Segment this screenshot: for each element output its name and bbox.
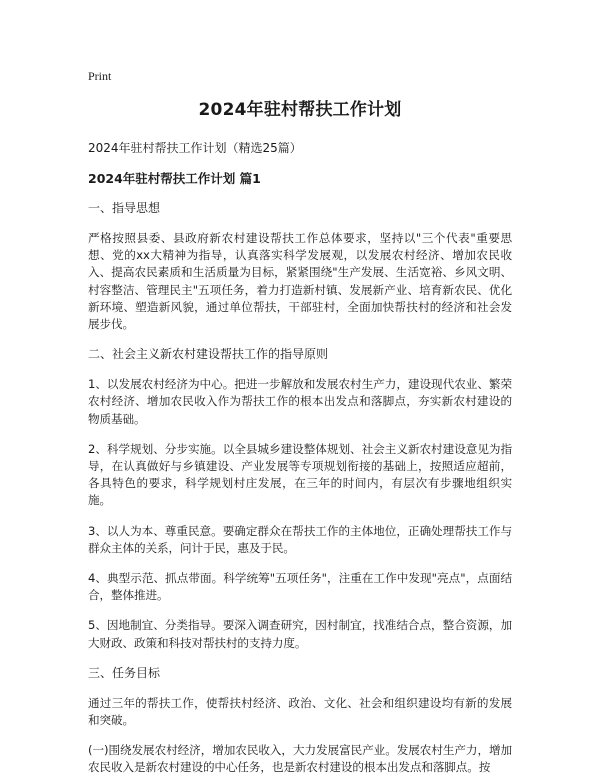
paragraph: 2、科学规划、分步实施。以全县城乡建设整体规划、社会主义新农村建设意见为指导，在认真做好与乡镇建设、产业发展等专项规划衔接的基础上，按照适应超前，各具特色的要求，科学规划村庄发展，在三年的时间内，有层次有步骤地组织实施。 xyxy=(88,441,512,508)
paragraph: (一)围绕发展农村经济，增加农民收入，大力发展富民产业。发展农村生产力，增加农民收入是新农村建设的中心任务，也是新农村建设的根本出发点和落脚点。按 xyxy=(88,743,512,775)
paragraph: 通过三年的帮扶工作，使帮扶村经济、政治、文化、社会和组织建设均有新的发展和突破。 xyxy=(88,695,512,728)
section-title: 2024年驻村帮扶工作计划 篇1 xyxy=(88,171,261,186)
print-label: Print xyxy=(88,69,112,83)
heading-guiding-ideology: 一、指导思想 xyxy=(88,201,161,215)
paragraph: 严格按照县委、县政府新农村建设帮扶工作总体要求，坚持以"三个代表"重要思想、党的xx大精神为指导，认真落实科学发展观，以发展农村经济、增加农民收入、提高农民素质和生活质量为目标，紧紧围绕"生产发展、生活宽裕、乡风文明、村容整洁、管理民主"五项任务，着力打造新村镇、发展新产业、培育新农民、优化新环境、塑造新风貌，通过单位帮扶，干部驻村，全面加快帮扶村的经济和社会发展步伐。 xyxy=(88,231,512,332)
paragraph: 3、以人为本、尊重民意。要确定群众在帮扶工作的主体地位，正确处理帮扶工作与群众主体的关系，问计于民，惠及于民。 xyxy=(88,523,512,555)
heading-guiding-principles: 二、社会主义新农村建设帮扶工作的指导原则 xyxy=(88,347,329,362)
paragraph: 4、典型示范、抓点带面。科学统筹"五项任务"，注重在工作中发现"亮点"，点面结合，整体推进。 xyxy=(88,571,512,603)
paragraph: 5、因地制宜、分类指导。要深入调查研究，因村制宜，找准结合点，整合资源，加大财政、政策和科技对帮扶村的支持力度。 xyxy=(88,618,512,650)
heading-task-goals: 三、任务目标 xyxy=(88,665,161,680)
document-title: 2024年驻村帮扶工作计划 xyxy=(198,100,402,120)
document-subtitle: 2024年驻村帮扶工作计划（精选25篇） xyxy=(88,141,302,155)
paragraph: 1、以发展农村经济为中心。把进一步解放和发展农村生产力，建设现代农业、繁荣农村经济、增加农民收入作为帮扶工作的根本出发点和落脚点，夯实新农村建设的物质基础。 xyxy=(88,377,512,426)
